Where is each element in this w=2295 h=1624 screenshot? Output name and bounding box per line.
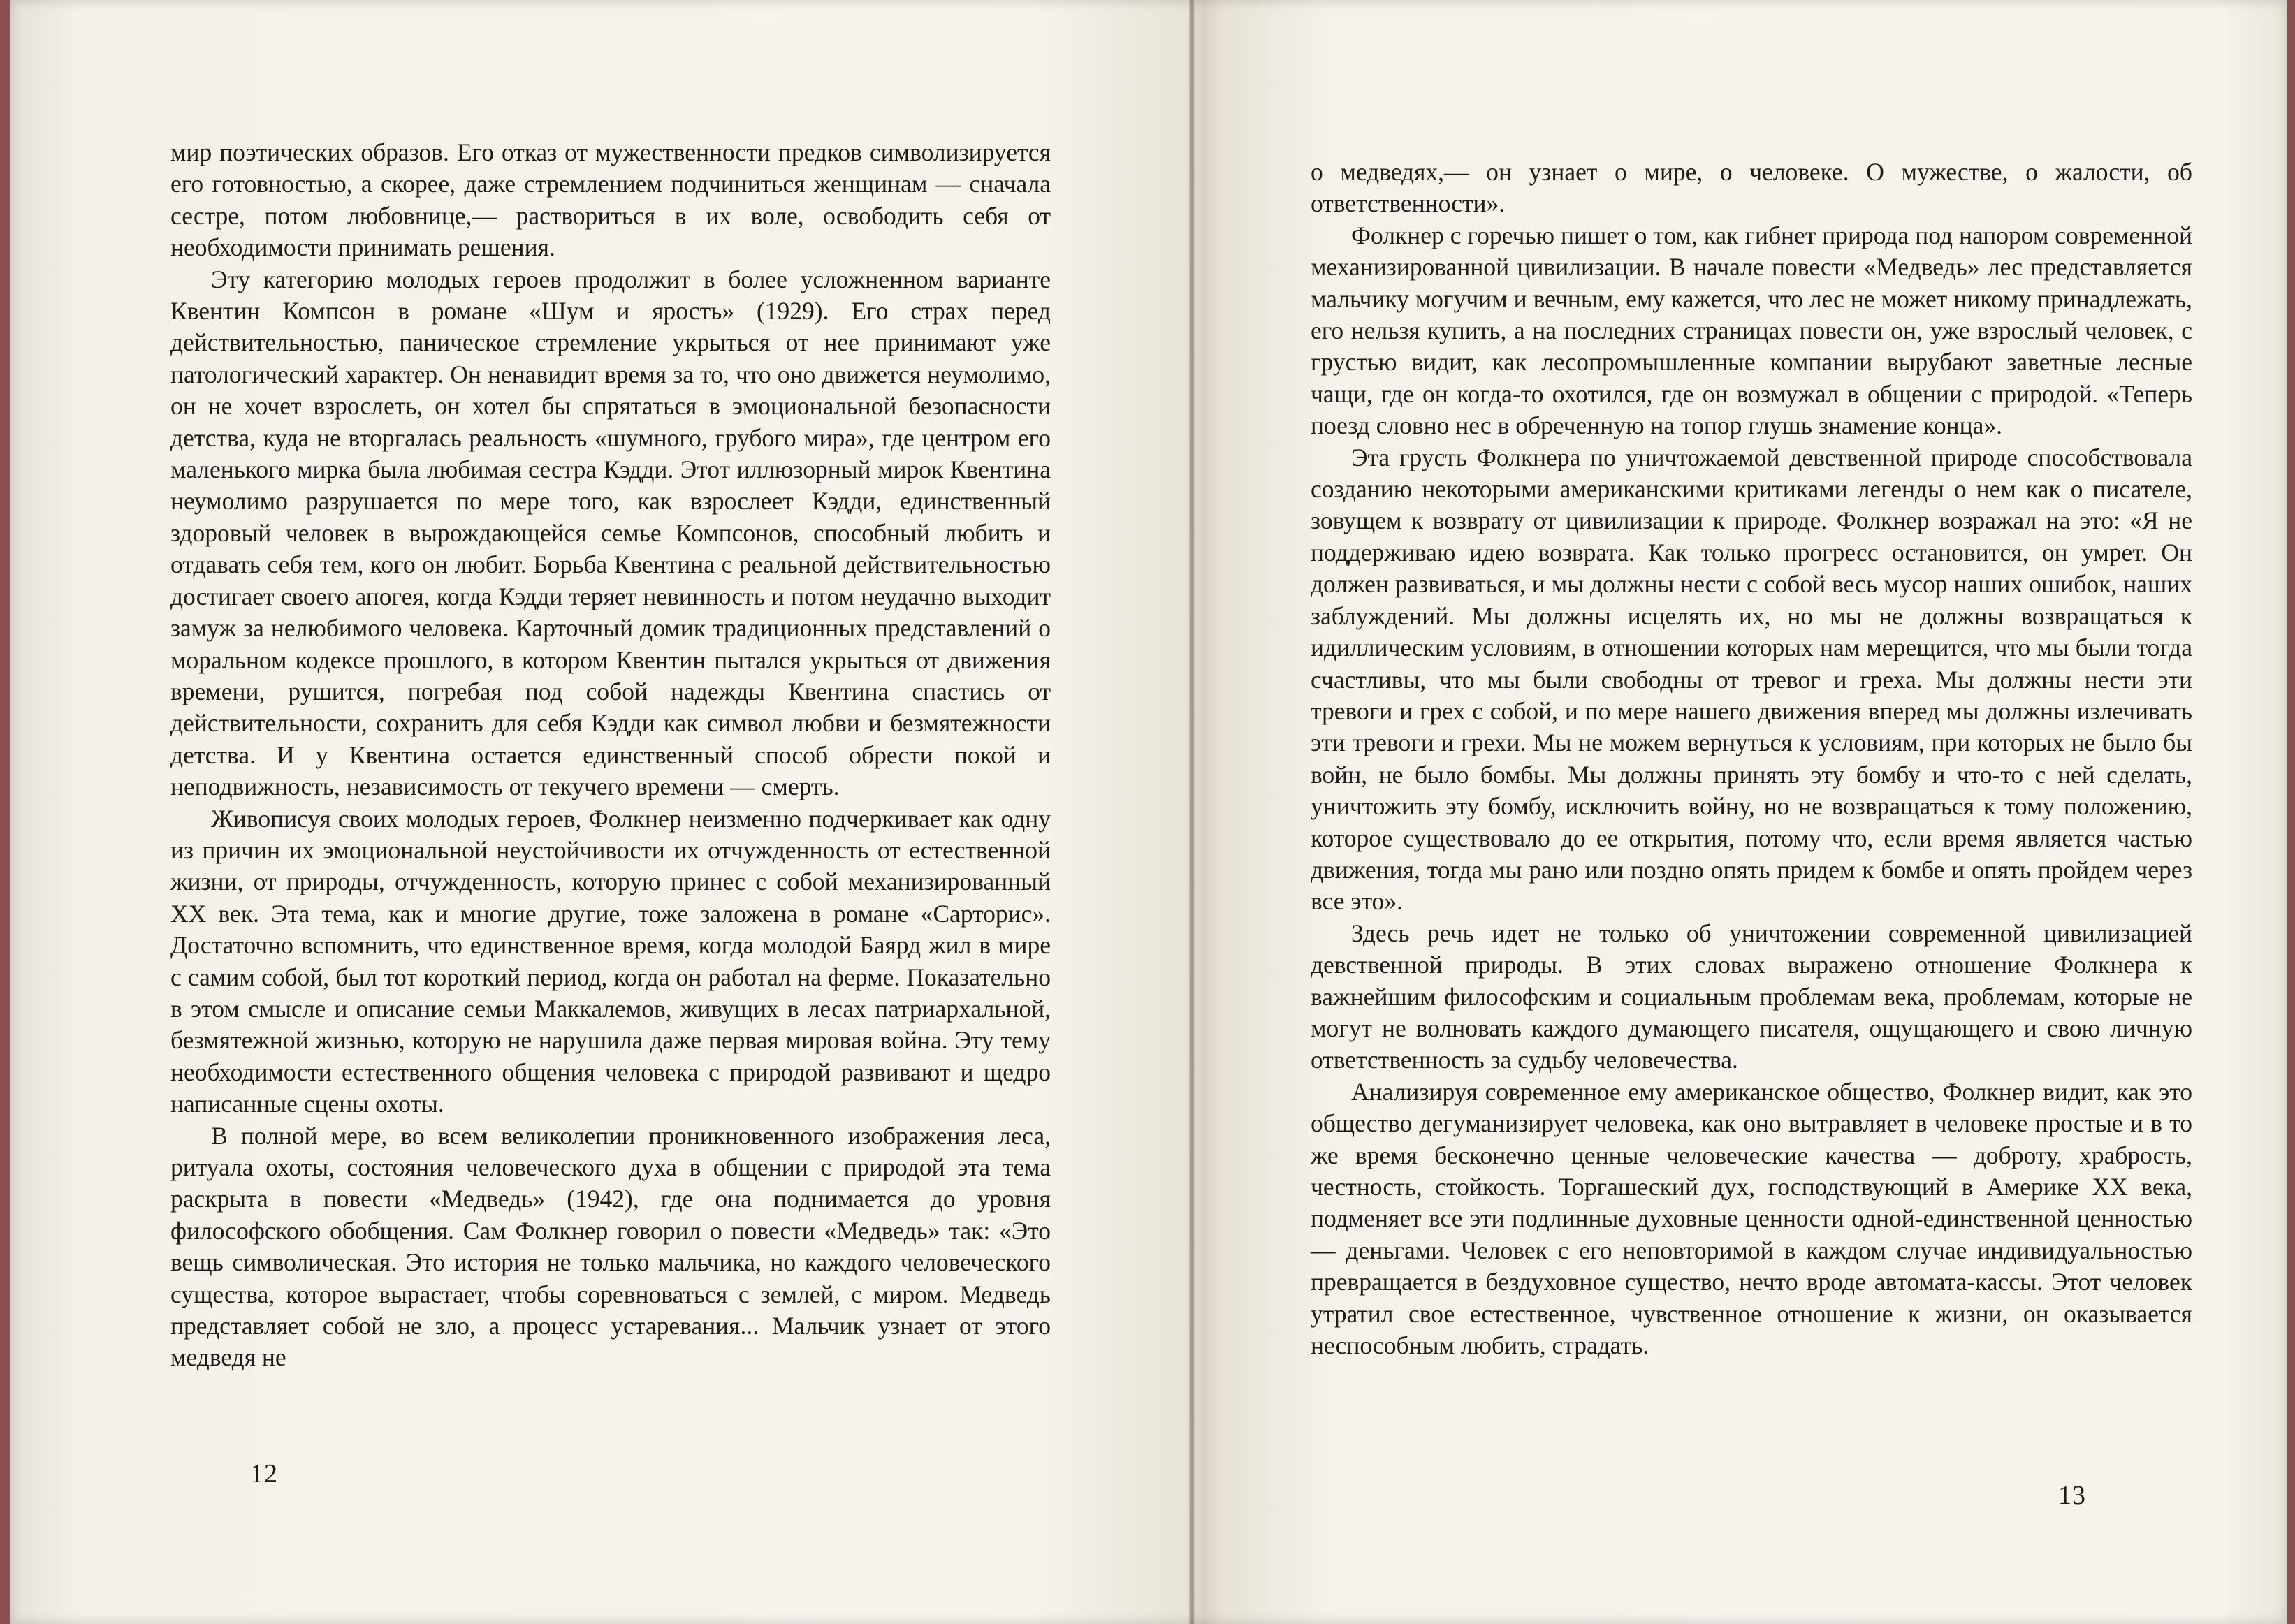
- paragraph: Живописуя своих молодых героев, Фолкнер неизменно подчеркивает как одну из причин их эмоциональной неустойчивости их отчужденность от естественной жизни, от природы, отчужденность, которую принес с собой механизированный XX век. Эта тема, как и многие другие, тоже заложена в романе «Сарторис». Достаточно вспомнить, что единственное время, когда молодой Баярд жил в мире с самим собой, был тот короткий период, когда он работал на ферме. Показательно в этом смысле и описание семьи Маккалемов, живущих в лесах патриархальной, безмятежной жизнью, которую не нарушила даже первая мировая война. Эту тему необходимости естественного общения человека с природой развивают и щедро написанные сцены охоты.: [170, 804, 1051, 1118]
- left-page-text: [170, 137, 1051, 1374]
- paragraph: мир поэтических образов. Его отказ от мужественности предков символизируется его готовностью, а скорее, даже стремлением подчиниться женщинам — сначала сестре, потом любовнице,— раствориться в их воле, освободить себя от необходимости принимать решения.: [170, 138, 1051, 262]
- paragraph: В полной мере, во всем великолепии проникновенного изображения леса, ритуала охоты, состояния человеческого духа в общении с природой эта тема раскрыта в повести «Медведь» (1942), где она поднимается до уровня философского обобщения. Сам Фолкнер говорил о повести «Медведь» так: «Это вещь символическая. Это история не только мальчика, но каждого человеческого существа, которое вырастает, чтобы соревноваться с землей, с миром. Медведь представляет собой не зло, а процесс устаревания... Мальчик узнает от этого медведя не: [170, 1121, 1051, 1372]
- paragraph: о медведях,— он узнает о мире, о человеке. О мужестве, о жалости, об ответственности».: [1311, 158, 2192, 218]
- left-page: [10, 0, 1190, 1624]
- book-spread: [10, 0, 2287, 1624]
- paragraph: Фолкнер с горечью пишет о том, как гибнет природа под напором современной механизированной цивилизации. В начале повести «Медведь» лес представляется мальчику могучим и вечным, ему кажется, что лес не может никому принадлежать, его нельзя купить, а на последних страницах повести он, уже взрослый человек, с грустью видит, как лесопромышленные компании вырубают заветные лесные чащи, где он когда-то охотился, где он возмужал в общении с природой. «Теперь поезд словно нес в обреченную на топор глушь знамение конца».: [1311, 221, 2192, 440]
- page-number: 13: [2058, 1481, 2086, 1510]
- right-page-text: [1311, 156, 2192, 1361]
- right-page: [1197, 0, 2287, 1624]
- paragraph: Эту категорию молодых героев продолжит в более усложненном варианте Квентин Компсон в романе «Шум и ярость» (1929). Его страх перед действительностью, паническое стремление укрыться от нее принимают уже патологический характер. Он ненавидит время за то, что оно движется неумолимо, он не хочет взрослеть, он хотел бы спрятаться в эмоциональной безопасности детства, куда не вторгалась реальность «шумного, грубого мира», где центром его маленького мирка была любимая сестра Кэдди. Этот иллюзорный мирок Квентина неумолимо разрушается по мере того, как взрослеет Кэдди, единственный здоровый человек в вырождающейся семье Компсонов, способный любить и отдавать себя тем, кого он любит. Борьба Квентина с реальной действительностью достигает своего апогея, когда Кэдди теряет невинность и потом неудачно выходит замуж за нелюбимого человека. Карточный домик традиционных представлений о моральном кодексе прошлого, в котором Квентин пытался укрыться от движения времени, рушится, погребая под собой надежды Квентина спастись от действительности, сохранить для себя Кэдди как символ любви и безмятежности детства. И у Квентина остается единственный способ обрести покой и неподвижность, независимость от текучего времени — смерть.: [170, 265, 1051, 801]
- paragraph: Эта грусть Фолкнера по уничтожаемой девственной природе способствовала созданию некоторыми американскими критиками легенды о нем как о писателе, зовущем к возврату от цивилизации к природе. Фолкнер возражал на это: «Я не поддерживаю идею возврата. Как только прогресс остановится, он умрет. Он должен развиваться, и мы должны нести с собой весь мусор наших ошибок, наших заблуждений. Мы должны исцелять их, но мы не должны возвращаться к идиллическим условиям, в отношении которых нам мерещится, что мы были тогда счастливы, что мы были свободны от тревог и греха. Мы должны нести эти тревоги и грех с собой, и по мере нашего движения вперед мы должны излечивать эти тревоги и грехи. Мы не можем вернуться к условиям, при которых не было бы войн, не было бомбы. Мы должны принять эту бомбу и что-то с ней сделать, уничтожить эту бомбу, исключить войну, но не возвращаться к тому положению, которое существовало до ее открытия, потому что, если время является частью движения, тогда мы рано или поздно опять придем к бомбе и опять пройдем через все это».: [1311, 443, 2192, 916]
- paragraph: Здесь речь идет не только об уничтожении современной цивилизацией девственной природы. В этих словах выражено отношение Фолкнера к важнейшим философским и социальным проблемам века, проблемам, которые не могут не волновать каждого думающего писателя, ощущающего и свою личную ответственность за судьбу человечества.: [1311, 919, 2192, 1074]
- paragraph: Анализируя современное ему американское общество, Фолкнер видит, как это общество дегуманизирует человека, как оно вытравляет в человеке простые и в то же время бесконечно ценные человеческие качества — доброту, храбрость, честность, стойкость. Торгашеский дух, господствующий в Америке XX века, подменяет все эти подлинные духовные ценности одной-единственной ценностью — деньгами. Человек с его неповторимой в каждом случае индивидуальностью превращается в бездуховное существо, нечто вроде автомата-кассы. Этот человек утратил свое естественное, чувственное отношение к жизни, он оказывается неспособным любить, страдать.: [1311, 1077, 2192, 1360]
- page-number: 12: [250, 1459, 278, 1488]
